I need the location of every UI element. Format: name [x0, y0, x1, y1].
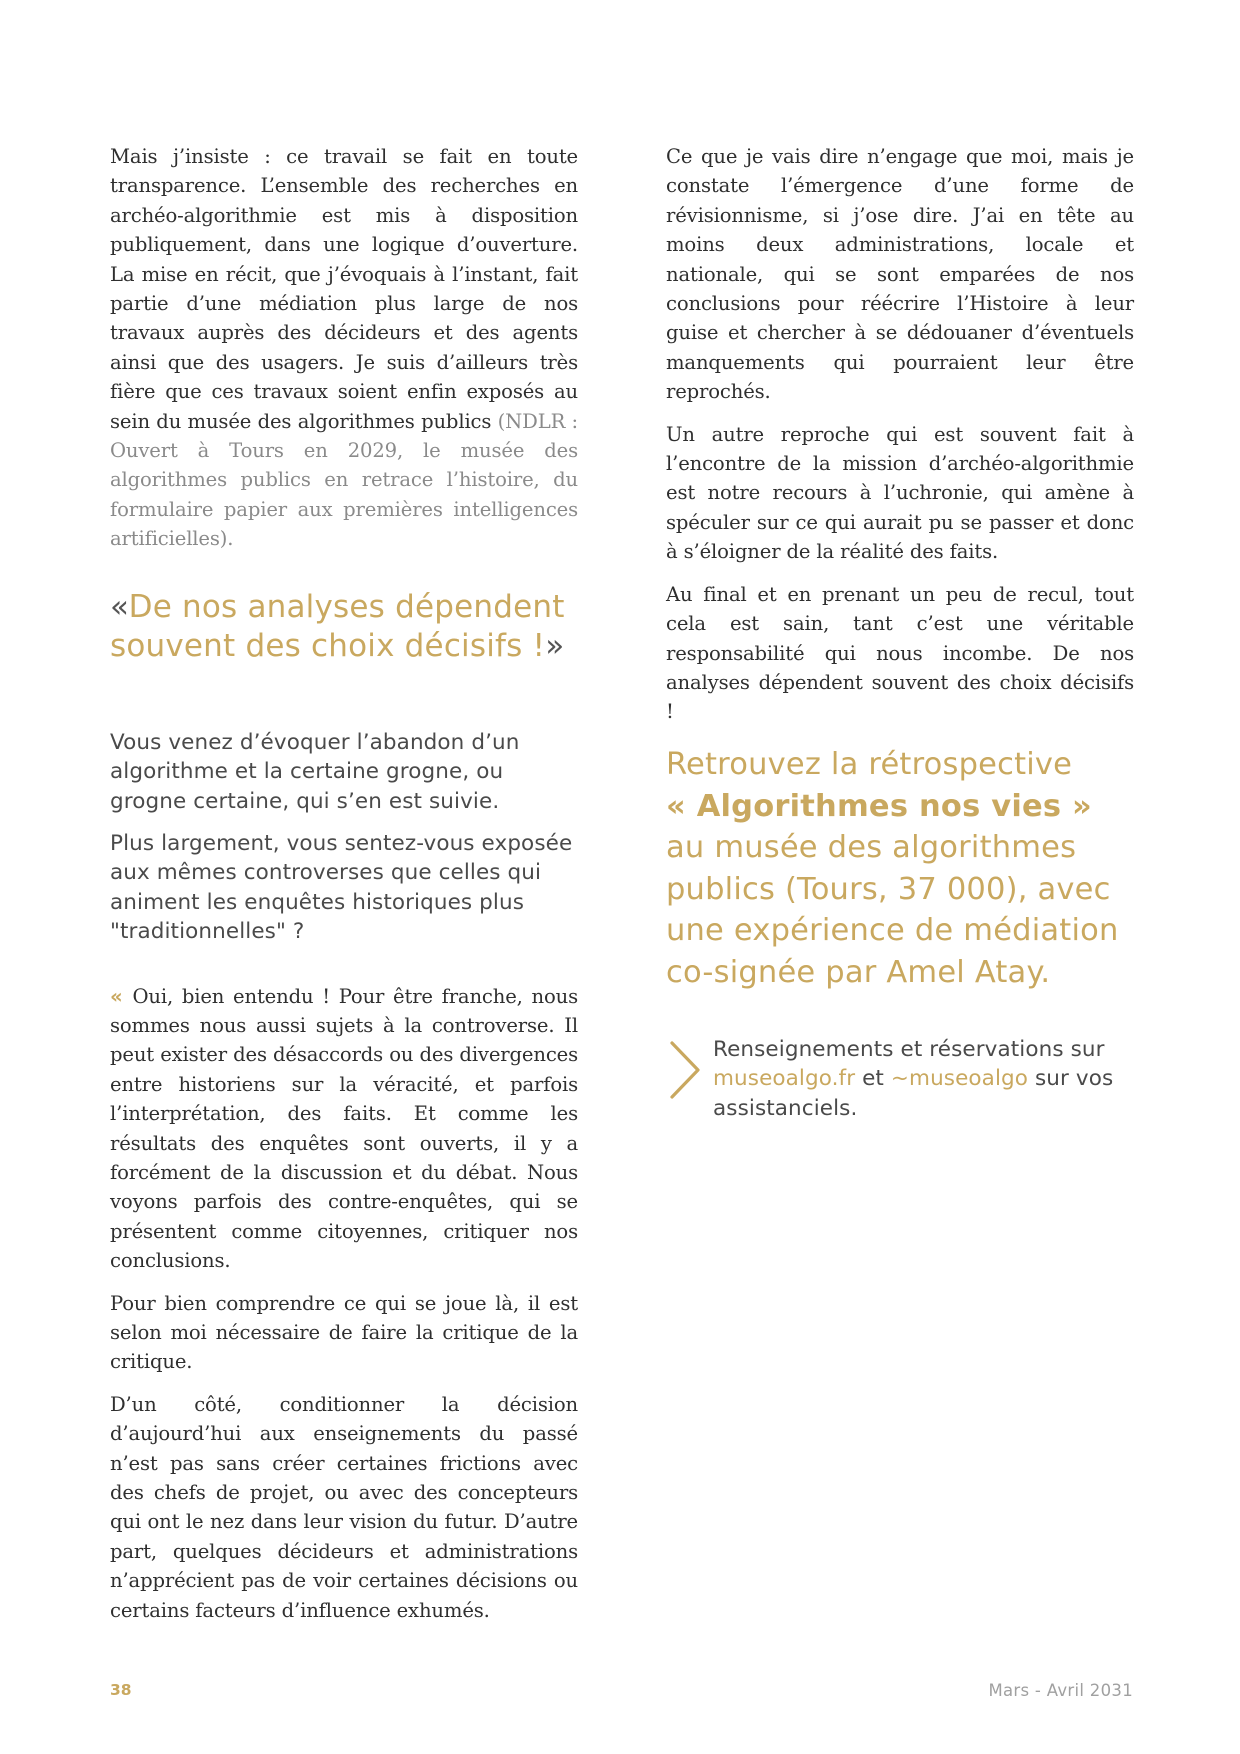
issue-date: Mars - Avril 2031 — [988, 1681, 1133, 1700]
promo-line-1: Retrouvez la rétrospective — [666, 747, 1073, 782]
info-prefix: Renseignements et réservations sur — [713, 1037, 1105, 1062]
interview-question-1: Vous venez d’évoquer l’abandon d’un algorithme et la certaine grogne, ou grogne certaine, qui s’en est suivie. — [110, 729, 520, 814]
right-paragraph-2: Un autre reproche qui est souvent fait à l’encontre de la mission d’archéo-algorithmie est notre recours à l’uchronie, qui amène à spéculer sur ce qui aurait pu se passer et donc à s’éloigner de la réalité des faits. — [666, 422, 1134, 564]
intro-paragraph — [110, 142, 578, 554]
info-text — [713, 1035, 1166, 1123]
page-number: 38 — [110, 1681, 132, 1699]
pull-quote-text: De nos analyses dépendent souvent des choix décisifs ! — [110, 588, 565, 664]
right-paragraph-3: Au final et en prenant un peu de recul, tout cela est sain, tant c’est une véritable responsabilité qui nous incombe. De nos analyses dépendent souvent des choix décisifs ! — [666, 582, 1134, 724]
answer-paragraph-3: D’un côté, conditionner la décision d’aujourd’hui aux enseignements du passé n’est pas sans créer certaines frictions avec des chefs de projet, ou avec des concepteurs qui ont le nez dans leur vision du futur. D’autre part, quelques décideurs et administrations n’apprécient pas de voir certaines décisions ou certains facteurs d’influence exhumés. — [110, 1392, 578, 1622]
left-column — [110, 142, 578, 1638]
website-link[interactable]: museoalgo.fr — [713, 1066, 856, 1092]
right-paragraph-1: Ce que je vais dire n’engage que moi, mais je constate l’émergence d’une forme de révisionnisme, si j’ose dire. J’ai en tête au moins deux administrations, locale et nationale, qui se sont emparées de nos conclusions pour réécrire l’Histoire à leur guise et chercher à se dédouaner d’éventuels manquements qui pourraient leur être reprochés. — [666, 145, 1134, 404]
assistant-handle-link[interactable]: ~museoalgo — [890, 1066, 1029, 1092]
answer-paragraph-1 — [110, 982, 578, 1276]
answer-quote-mark: « — [110, 984, 123, 1008]
answer-paragraph-2: Pour bien comprendre ce qui se joue là, il est selon moi nécessaire de faire la critique de la critique. — [110, 1291, 578, 1374]
right-column — [666, 142, 1134, 740]
interview-question-2: Plus largement, vous sentez-vous exposée aux mêmes controverses que celles qui animent les enquêtes historiques plus "traditionnelles" ? — [110, 830, 573, 945]
spacer — [110, 960, 578, 982]
info-connector: et — [855, 1066, 891, 1092]
info-suffix: sur vos assistanciels. — [713, 1066, 1114, 1121]
chevron-right-icon — [666, 1039, 706, 1101]
pull-quote — [110, 588, 578, 666]
promo-box — [666, 744, 1166, 993]
answer-paragraph-1-text: Oui, bien entendu ! Pour être franche, nous sommes nous aussi sujets à la controverse. Il peut exister des désaccords ou des divergences entre historiens sur la véracité, et parfois l’interprétation, des faits. Et comme les résultats des enquêtes sont ouverts, il y a forcément de la discussion et du débat. Nous voyons parfois des contre-enquêtes, qui se présentent comme citoyennes, critiquer nos conclusions. — [110, 984, 578, 1273]
promo-exhibition-title: « Algorithmes nos vies » — [666, 788, 1092, 824]
pull-quote-open-mark: « — [110, 588, 129, 625]
info-block — [666, 1035, 1166, 1123]
editor-note: (NDLR : Ouvert à Tours en 2029, le musée des algorithmes publics en retrace l’histoire, du formulaire papier aux premières intelligences artificielles). — [110, 409, 579, 551]
pull-quote-close-mark: » — [545, 627, 565, 664]
intro-paragraph-text: Mais j’insiste : ce travail se fait en toute transparence. L’ensemble des recherches en archéo-algorithmie est mis à disposition publiquement, dans une logique d’ouverture. La mise en récit, que j’évoquais à l’instant, fait partie d’une médiation plus large de nos travaux auprès des décideurs et des agents ainsi que des usagers. Je suis d’ailleurs très fière que ces travaux soient enfin exposés au sein du musée des algorithmes publics — [110, 145, 578, 433]
promo-line-3: au musée des algorithmes publics (Tours, 37 000), avec une expérience de médiation co-signée par Amel Atay. — [666, 830, 1119, 990]
